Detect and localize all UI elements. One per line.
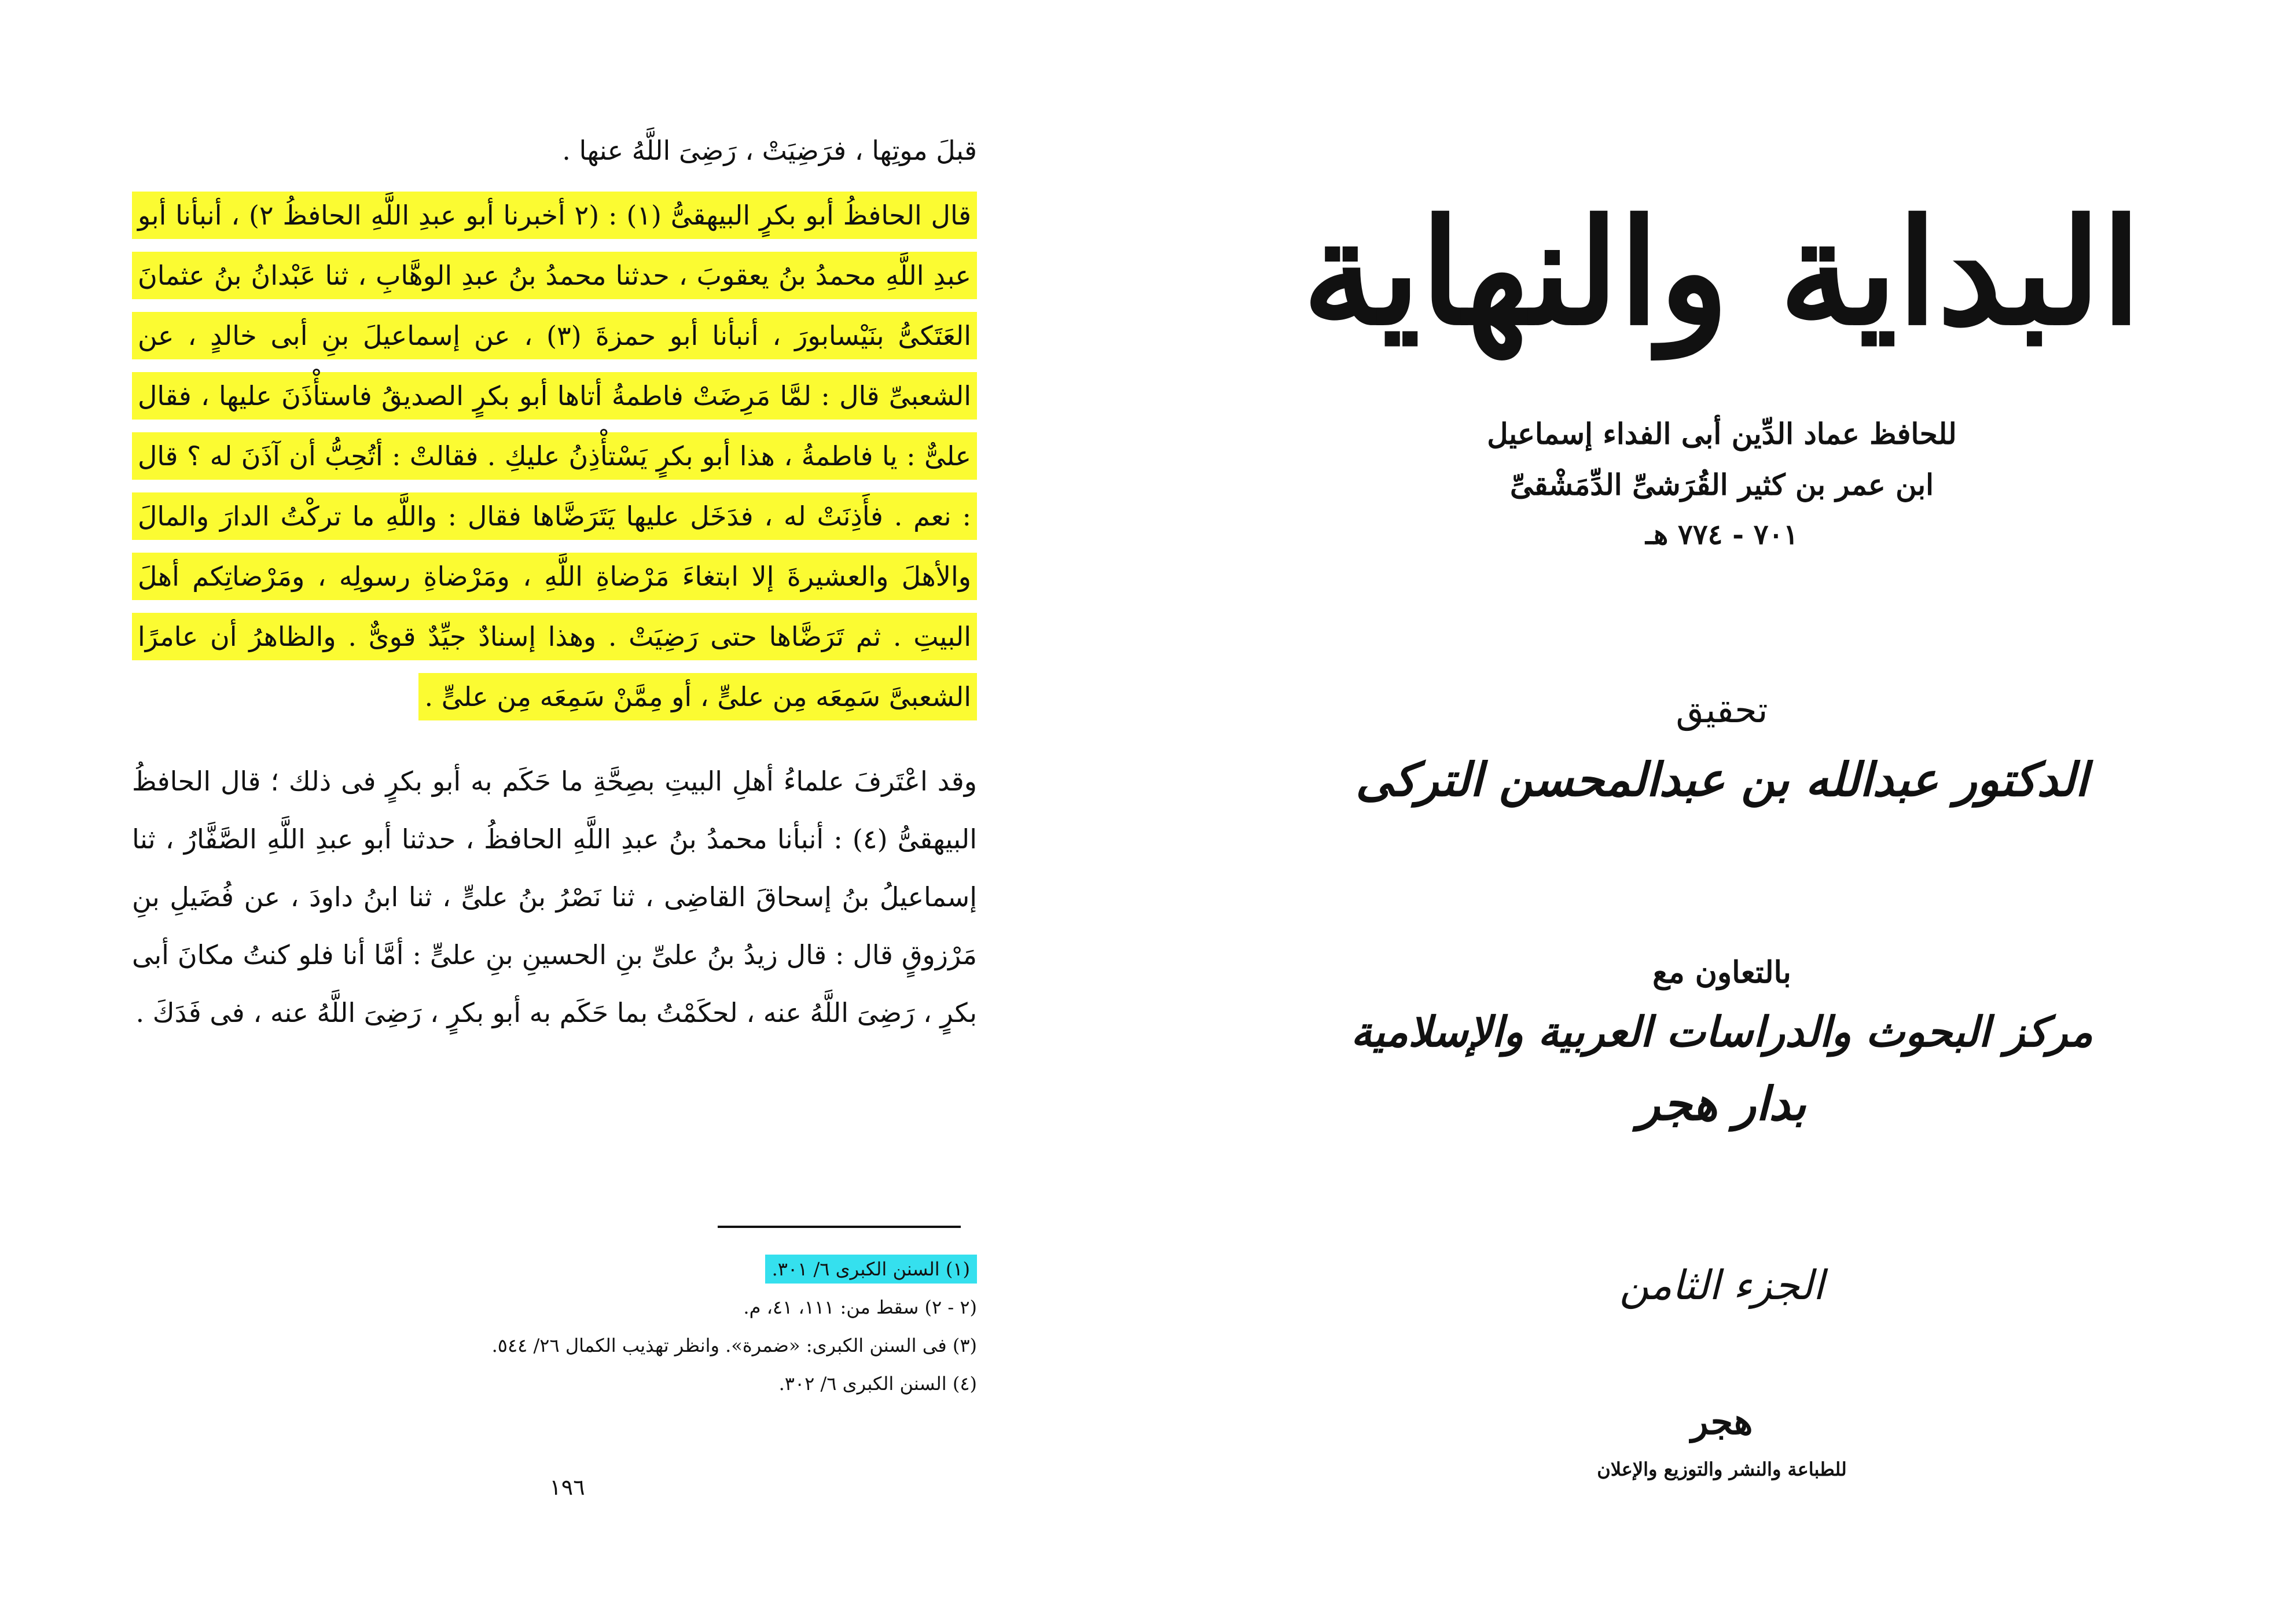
editor-name: الدكتور عبدالله بن عبدالمحسن التركى (1355, 752, 2088, 807)
volume-label: الجزء الثامن (1619, 1262, 1824, 1309)
book-title: البداية والنهاية (1302, 187, 2141, 357)
footnote-1 (347, 1250, 977, 1288)
author-dates: ٧٠١ - ٧٧٤ هـ (1645, 519, 1799, 551)
highlighted-text: قال الحافظُ أبو بكرٍ البيهقىُّ (١) : (٢ أخبرنا أبو عبدِ اللَّهِ الحافظُ ٢) ، أنبأنا أبو عبدِ اللَّهِ محمدُ بنُ يعقوبَ ، حدثنا محمدُ بنُ عبدِ الوهَّابِ ، ثنا عَبْدانُ بنُ عثمانَ العَتَكىُّ بنَيْسابورَ ، أنبأنا أبو حمزةَ (٣) ، عن إسماعيلَ بنِ أبى خالدٍ ، عن الشعبىِّ قال : لمَّا مَرِضَتْ فاطمةُ أتاها أبو بكرٍ الصديقُ فاستأْذَنَ عليها ، فقال علىٌّ : يا فاطمةُ ، هذا أبو بكرٍ يَسْتأْذِنُ عليكِ . فقالتْ : أتُحِبُّ أن آذَنَ له ؟ قال : نعم . فأَذِنَتْ له ، فدَخَل عليها يَتَرَضَّاها فقال : واللَّهِ ما تركْتُ الدارَ والمالَ والأهلَ والعشيرةَ إلا ابتغاءَ مَرْضاةِ اللَّهِ ، ومَرْضاةِ رسولِه ، ومَرْضاتِكم أهلَ البيتِ . ثم تَرَضَّاها حتى رَضِيَتْ . وهذا إسنادٌ جيِّدٌ قوىٌّ . والظاهرُ أن عامرًا الشعبىَّ سَمِعَه مِن علىٍّ ، أو مِمَّنْ سَمِعَه مِن علىٍّ . (132, 192, 977, 720)
author-line-1: للحافظ عماد الدِّين أبى الفداء إسماعيل (1487, 417, 1957, 451)
research-center-name: مركز البحوث والدراسات العربية والإسلامية (1351, 1007, 2093, 1056)
highlighted-paragraph (132, 185, 977, 727)
title-page (1148, 0, 2296, 1618)
intro-line: قبلَ موتِها ، فرَضِيَتْ ، رَضِىَ اللَّهُ عنها . (562, 135, 977, 166)
publisher-name: هجر (1691, 1400, 1753, 1443)
tahqiq-label: تحقيق (1676, 689, 1768, 731)
page-number: ١٩٦ (549, 1474, 585, 1500)
dar-name: بدار هجر (1637, 1076, 1806, 1131)
footnotes (347, 1250, 977, 1403)
author-line-2: ابن عمر بن كثير القُرَشىِّ الدِّمَشْقىِّ (1509, 468, 1934, 502)
footnote-4: (٤) السنن الكبرى ٦/ ٣٠٢. (778, 1373, 977, 1395)
publisher-subtitle: للطباعة والنشر والتوزيع والإعلان (1597, 1458, 1847, 1480)
footnote-1-highlight: (١) السنن الكبرى ٦/ ٣٠١. (765, 1255, 977, 1284)
footnote-2: (٢ - ٢) سقط من: ١١١، ٤١، م. (743, 1296, 977, 1318)
cooperation-label: بالتعاون مع (1652, 955, 1791, 990)
body-paragraph: وقد اعْتَرفَ علماءُ أهلِ البيتِ بصِحَّةِ ما حَكَم به أبو بكرٍ فى ذلك ؛ قال الحافظُ البيهقىُّ (٤) : أنبأنا محمدُ بنُ عبدِ اللَّهِ الحافظُ ، حدثنا أبو عبدِ اللَّهِ الصَّفَّارُ ، ثنا إسماعيلُ بنُ إسحاقَ القاضِى ، ثنا نَصْرُ بنُ علىٍّ ، ثنا ابنُ داودَ ، عن فُضَيلِ بنِ مَرْزوقٍ قال : قال زيدُ بنُ علىِّ بنِ الحسينِ بنِ علىٍّ : أمَّا أنا فلو كنتُ مكانَ أبى بكرٍ ، رَضِىَ اللَّهُ عنه ، لحكَمْتُ بما حَكَم به أبو بكرٍ ، رَضِىَ اللَّهُ عنه ، فى فَدَكَ . (132, 766, 977, 1028)
footnote-3: (٣) فى السنن الكبرى: «ضمرة». وانظر تهذيب الكمال ٢٦/ ٥٤٤. (491, 1334, 977, 1356)
footnote-divider (718, 1226, 961, 1228)
